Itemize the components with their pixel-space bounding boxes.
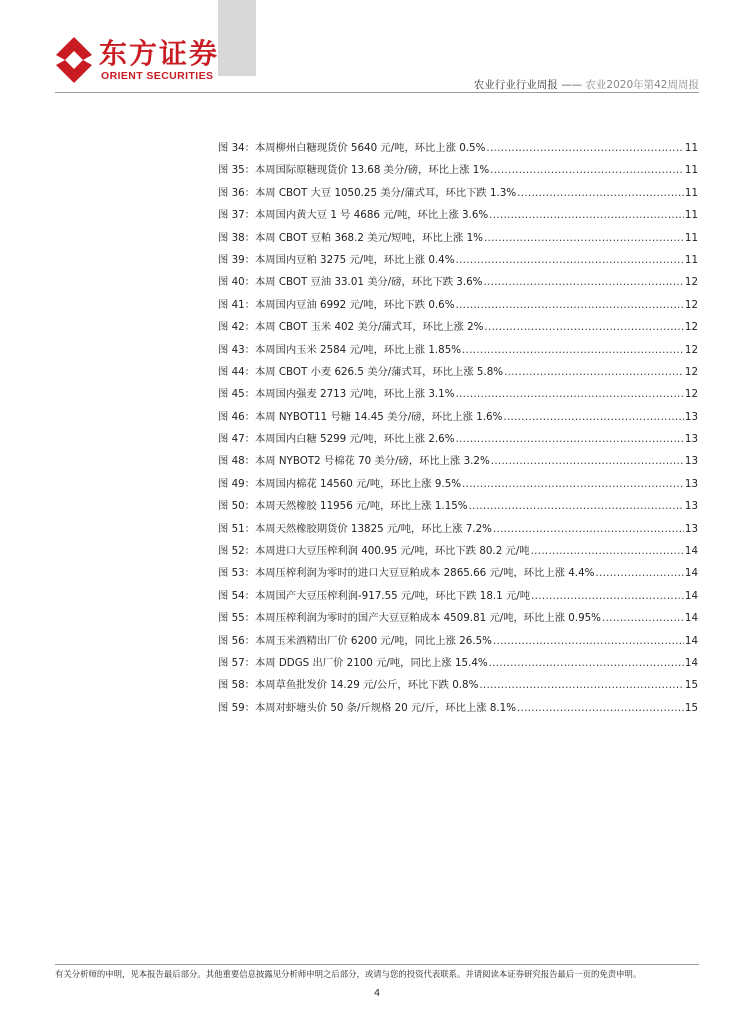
toc-dot-leader: [531, 590, 684, 602]
toc-entry-label: 图 37：本周国内黄大豆 1 号 4686 元/吨，环比上涨 3.6%: [218, 209, 489, 222]
toc-entry-label: 图 39：本周国内豆粕 3275 元/吨，环比上涨 0.4%: [218, 253, 455, 266]
toc-entry-label: 图 53：本周压榨利润为零时的进口大豆豆粕成本 2865.66 元/吨，环比上涨 4.4%: [218, 567, 595, 580]
toc-entry-label: 图 36：本周 CBOT 大豆 1050.25 美分/蒲式耳，环比下跌 1.3%: [218, 186, 517, 199]
toc-dot-leader: [491, 455, 684, 467]
toc-entry[interactable]: [218, 184, 698, 206]
toc-entry-label: 图 56：本周玉米酒精出厂价 6200 元/吨，同比上涨 26.5%: [218, 634, 492, 647]
toc-entry[interactable]: [218, 408, 698, 430]
logo-english-name: ORIENT SECURITIES: [101, 70, 214, 82]
orient-securities-logo-icon: [55, 36, 93, 84]
toc-entry[interactable]: [218, 139, 698, 161]
toc-dot-leader: [503, 411, 684, 423]
toc-entry-page: 15: [684, 679, 698, 692]
toc-dot-leader: [517, 702, 684, 714]
toc-entry-page: 11: [684, 209, 698, 222]
toc-entry[interactable]: [218, 542, 698, 564]
toc-entry-page: 11: [684, 253, 698, 266]
toc-entry-label: 图 49：本周国内棉花 14560 元/吨，环比上涨 9.5%: [218, 477, 462, 490]
toc-entry[interactable]: [218, 318, 698, 340]
toc-entry[interactable]: [218, 632, 698, 654]
logo-chinese-name: 东方证券: [99, 37, 220, 70]
toc-entry[interactable]: [218, 229, 698, 251]
toc-entry-label: 图 59：本周对虾塘头价 50 条/斤规格 20 元/斤，环比上涨 8.1%: [218, 701, 516, 714]
toc-entry-page: 14: [684, 612, 698, 625]
toc-dot-leader: [455, 388, 683, 400]
toc-entry-page: 12: [684, 388, 698, 401]
toc-entry[interactable]: [218, 430, 698, 452]
toc-entry-label: 图 45：本周国内强麦 2713 元/吨，环比上涨 3.1%: [218, 388, 455, 401]
toc-entry-page: 13: [684, 410, 698, 423]
toc-entry[interactable]: [218, 206, 698, 228]
toc-entry-label: 图 52：本周进口大豆压榨利润 400.95 元/吨，环比下跌 80.2 元/吨: [218, 545, 530, 558]
toc-entry-label: 图 42：本周 CBOT 玉米 402 美分/蒲式耳，环比上涨 2%: [218, 321, 484, 334]
toc-entry[interactable]: [218, 273, 698, 295]
toc-entry-page: 14: [684, 634, 698, 647]
toc-entry[interactable]: [218, 676, 698, 698]
toc-entry-page: 13: [684, 500, 698, 513]
toc-entry-page: 15: [684, 701, 698, 714]
toc-dot-leader: [455, 254, 683, 266]
toc-entry-label: 图 41：本周国内豆油 6992 元/吨，环比下跌 0.6%: [218, 298, 455, 311]
toc-entry-page: 13: [684, 455, 698, 468]
toc-dot-leader: [489, 209, 684, 221]
toc-dot-leader: [489, 657, 684, 669]
toc-dot-leader: [602, 612, 684, 624]
page-number: 4: [373, 988, 381, 999]
toc-entry-label: 图 47：本周国内白糖 5299 元/吨，环比上涨 2.6%: [218, 433, 455, 446]
toc-entry-page: 12: [684, 321, 698, 334]
toc-entry[interactable]: [218, 520, 698, 542]
toc-entry[interactable]: [218, 251, 698, 273]
toc-dot-leader: [469, 500, 684, 512]
toc-dot-leader: [484, 232, 684, 244]
toc-entry[interactable]: [218, 452, 698, 474]
company-logo: [55, 36, 235, 86]
toc-entry-label: 图 48：本周 NYBOT2 号棉花 70 美分/磅，环比上涨 3.2%: [218, 455, 490, 468]
toc-entry-page: 14: [684, 545, 698, 558]
toc-entry-label: 图 54：本周国产大豆压榨利润-917.55 元/吨，环比下跌 18.1 元/吨: [218, 589, 531, 602]
footer-disclaimer: 有关分析师的申明，见本报告最后部分。其他重要信息披露见分析师申明之后部分，或请与您的投资代表联系。并请阅读本证券研究报告最后一页的免责申明。: [55, 969, 642, 979]
toc-entry[interactable]: [218, 497, 698, 519]
toc-entry[interactable]: [218, 385, 698, 407]
toc-dot-leader: [462, 344, 684, 356]
toc-entry-page: 14: [684, 656, 698, 669]
toc-dot-leader: [462, 478, 684, 490]
toc-dot-leader: [493, 635, 684, 647]
toc-entry-page: 13: [684, 477, 698, 490]
toc-entry-page: 12: [684, 343, 698, 356]
toc-entry-page: 11: [684, 142, 698, 154]
toc-entry[interactable]: [218, 587, 698, 609]
toc-dot-leader: [484, 321, 683, 333]
toc-entry-page: 14: [684, 589, 698, 602]
toc-entry-label: 图 55：本周压榨利润为零时的国产大豆豆粕成本 4509.81 元/吨，环比上涨 0.95%: [218, 612, 601, 625]
toc-entry-page: 12: [684, 276, 698, 289]
toc-entry[interactable]: [218, 699, 698, 721]
figure-table-of-contents: [218, 139, 698, 721]
toc-entry-label: 图 50：本周天然橡胶 11956 元/吨，环比上涨 1.15%: [218, 500, 468, 513]
header-separator: ——: [561, 79, 583, 91]
header-divider: [55, 92, 699, 93]
toc-dot-leader: [455, 433, 683, 445]
footer-divider: [55, 964, 699, 965]
toc-dot-leader: [490, 164, 684, 176]
toc-entry[interactable]: [218, 654, 698, 676]
toc-entry-page: 12: [684, 298, 698, 311]
toc-entry-page: 14: [684, 567, 698, 580]
toc-entry-label: 图 35：本周国际原糖现货价 13.68 美分/磅，环比上涨 1%: [218, 164, 490, 177]
toc-dot-leader: [479, 679, 684, 691]
toc-entry[interactable]: [218, 609, 698, 631]
toc-dot-leader: [455, 299, 683, 311]
report-name: 农业2020年第42周周报: [585, 79, 699, 91]
toc-entry-page: 13: [684, 433, 698, 446]
toc-dot-leader: [595, 567, 683, 579]
report-type: 农业行业行业周报: [473, 79, 558, 91]
toc-entry[interactable]: [218, 161, 698, 183]
toc-entry-page: 12: [684, 365, 698, 378]
toc-entry-label: 图 40：本周 CBOT 豆油 33.01 美分/磅，环比下跌 3.6%: [218, 276, 483, 289]
toc-entry-label: 图 46：本周 NYBOT11 号糖 14.45 美分/磅，环比上涨 1.6%: [218, 410, 503, 423]
toc-entry[interactable]: [218, 341, 698, 363]
toc-entry[interactable]: [218, 363, 698, 385]
toc-dot-leader: [483, 276, 683, 288]
toc-entry[interactable]: [218, 475, 698, 497]
toc-entry-page: 11: [684, 164, 698, 177]
toc-entry[interactable]: [218, 296, 698, 318]
toc-dot-leader: [486, 142, 684, 154]
toc-dot-leader: [531, 545, 684, 557]
toc-dot-leader: [517, 187, 684, 199]
toc-entry-label: 图 58：本周草鱼批发价 14.29 元/公斤，环比下跌 0.8%: [218, 679, 479, 692]
toc-entry-label: 图 38：本周 CBOT 豆粕 368.2 美元/短吨，环比上涨 1%: [218, 231, 483, 244]
toc-entry-label: 图 51：本周天然橡胶期货价 13825 元/吨，环比上涨 7.2%: [218, 522, 492, 535]
toc-dot-leader: [504, 366, 684, 378]
toc-entry-label: 图 44：本周 CBOT 小麦 626.5 美分/蒲式耳，环比上涨 5.8%: [218, 365, 504, 378]
toc-entry-page: 13: [684, 522, 698, 535]
toc-dot-leader: [493, 523, 684, 535]
toc-entry-page: 11: [684, 186, 698, 199]
toc-entry-page: 11: [684, 231, 698, 244]
toc-entry-label: 图 57：本周 DDGS 出厂价 2100 元/吨，同比上涨 15.4%: [218, 656, 488, 669]
toc-entry[interactable]: [218, 564, 698, 586]
toc-entry-label: 图 34：本周柳州白糖现货价 5640 元/吨，环比上涨 0.5%: [218, 142, 486, 154]
report-header: [474, 77, 699, 92]
toc-entry-label: 图 43：本周国内玉米 2584 元/吨，环比上涨 1.85%: [218, 343, 462, 356]
